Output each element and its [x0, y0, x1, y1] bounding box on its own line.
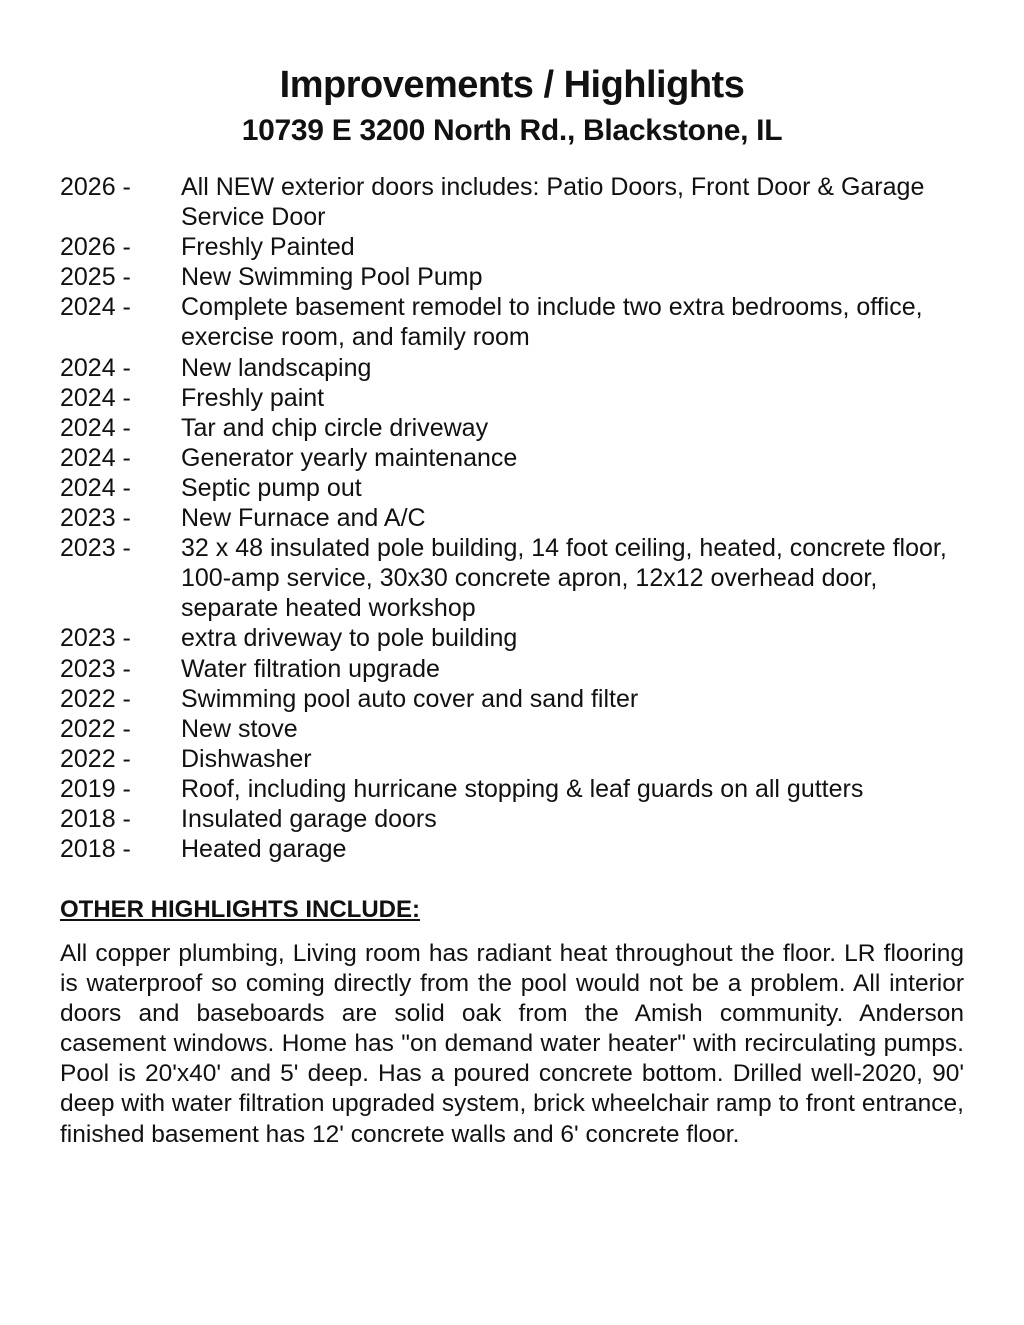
list-item: [60, 774, 960, 804]
list-item: [60, 654, 960, 684]
other-highlights-paragraph: All copper plumbing, Living room has radiant heat throughout the floor. LR flooring is waterproof so coming directly from the pool would not be a problem. All interior doors and baseboards are solid oak from the Amish community. Anderson casement windows. Home has "on demand water heater" with recirculating pumps. Pool is 20'x40' and 5' deep. Has a poured concrete bottom. Drilled well-2020, 90' deep with water filtration upgraded system, brick wheelchair ramp to front entrance, finished basement has 12' concrete walls and 6' concrete floor.: [60, 940, 964, 1148]
item-year: 2023 -: [60, 504, 131, 533]
other-highlights-heading: OTHER HIGHLIGHTS INCLUDE:: [60, 896, 420, 923]
list-item: [60, 503, 960, 533]
improvements-list: [60, 172, 960, 864]
item-year: 2018 -: [60, 804, 131, 833]
item-year: 2024 -: [60, 353, 131, 382]
item-description: New landscaping: [181, 353, 372, 382]
item-year: 2024 -: [60, 443, 131, 472]
list-item: [60, 623, 960, 653]
item-description: Dishwasher: [181, 744, 312, 773]
item-year: 2026 -: [60, 233, 131, 262]
document-title: Improvements / Highlights: [279, 64, 745, 106]
list-item: [60, 262, 960, 292]
item-year: 2022 -: [60, 684, 131, 713]
item-description: 32 x 48 insulated pole building, 14 foot ceiling, heated, concrete floor, 100-amp service, 30x30 concrete apron, 12x12 overhead door, separate heated workshop: [181, 534, 947, 623]
item-description: Generator yearly maintenance: [181, 443, 518, 472]
list-item: [60, 413, 960, 443]
list-item: [60, 353, 960, 383]
item-description: Freshly Painted: [181, 233, 355, 262]
item-description: Complete basement remodel to include two extra bedrooms, office, exercise room, and family room: [181, 293, 923, 352]
item-description: Swimming pool auto cover and sand filter: [181, 684, 639, 713]
item-year: 2023 -: [60, 624, 131, 653]
item-year: 2023 -: [60, 534, 131, 563]
list-item: [60, 292, 960, 352]
list-item: [60, 714, 960, 744]
list-item: [60, 232, 960, 262]
item-description: Water filtration upgrade: [181, 654, 440, 683]
item-year: 2024 -: [60, 293, 131, 322]
item-year: 2022 -: [60, 744, 131, 773]
item-year: 2025 -: [60, 263, 131, 292]
item-description: All NEW exterior doors includes: Patio Doors, Front Door & Garage Service Door: [181, 173, 925, 232]
list-item: [60, 744, 960, 774]
item-year: 2024 -: [60, 473, 131, 502]
list-item: [60, 684, 960, 714]
item-description: Heated garage: [181, 835, 347, 864]
item-year: 2022 -: [60, 714, 131, 743]
item-description: Insulated garage doors: [181, 804, 437, 833]
list-item: [60, 383, 960, 413]
item-description: Septic pump out: [181, 473, 362, 502]
item-description: New Furnace and A/C: [181, 504, 426, 533]
list-item: [60, 804, 960, 834]
item-year: 2023 -: [60, 654, 131, 683]
item-year: 2019 -: [60, 774, 131, 803]
item-description: New Swimming Pool Pump: [181, 263, 483, 292]
list-item: [60, 172, 960, 232]
item-description: Freshly paint: [181, 383, 325, 412]
list-item: [60, 443, 960, 473]
item-year: 2026 -: [60, 173, 131, 201]
list-item: [60, 533, 960, 623]
list-item: [60, 834, 960, 864]
item-description: Tar and chip circle driveway: [181, 413, 489, 442]
item-year: 2024 -: [60, 413, 131, 442]
item-description: extra driveway to pole building: [181, 624, 518, 653]
list-item: [60, 473, 960, 503]
item-year: 2024 -: [60, 383, 131, 412]
item-description: Roof, including hurricane stopping & leaf guards on all gutters: [181, 774, 864, 803]
property-address: 10739 E 3200 North Rd., Blackstone, IL: [241, 114, 783, 147]
item-description: New stove: [181, 714, 298, 743]
item-year: 2018 -: [60, 835, 131, 864]
